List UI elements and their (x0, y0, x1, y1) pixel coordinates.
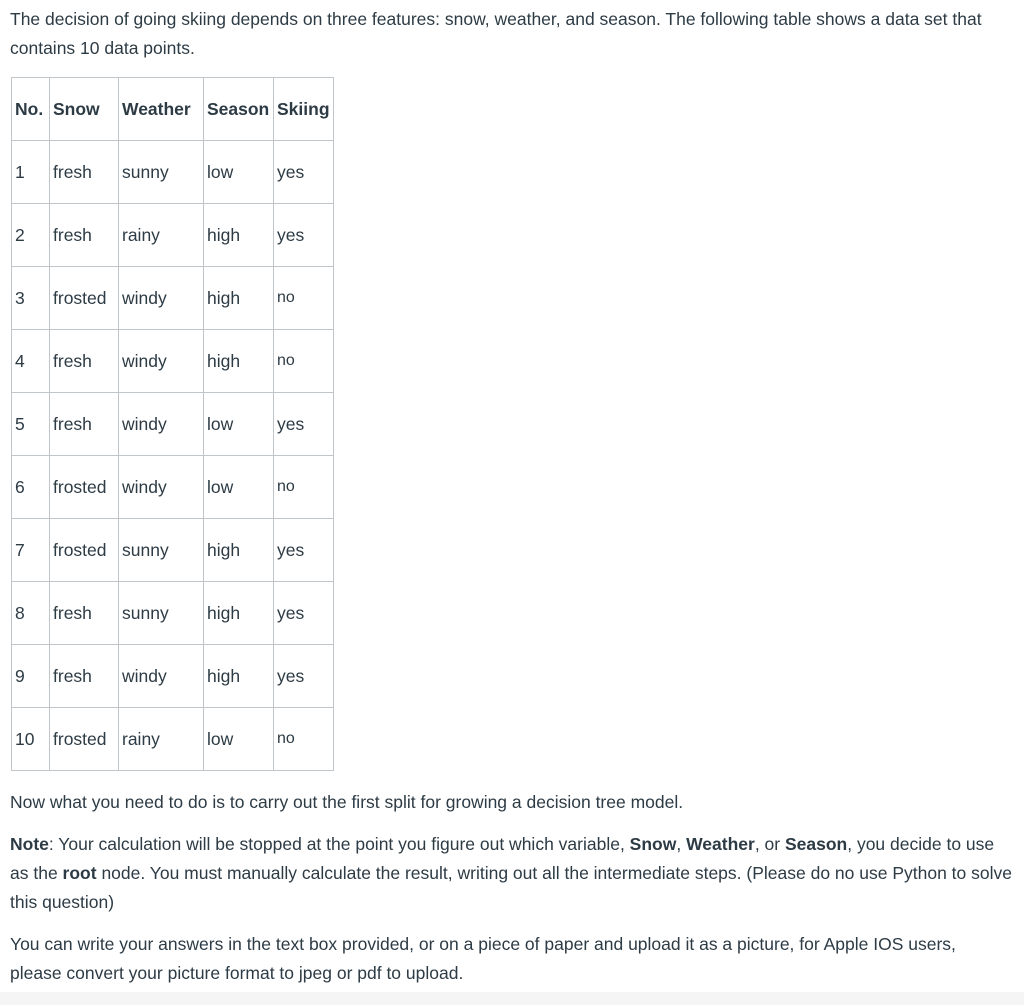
cell-weather: windy (119, 330, 204, 393)
note-weather: Weather (686, 834, 755, 854)
cell-season: high (204, 204, 274, 267)
cell-weather: windy (119, 393, 204, 456)
header-skiing: Skiing (274, 78, 334, 141)
cell-weather: sunny (119, 582, 204, 645)
cell-weather: rainy (119, 708, 204, 771)
table-row (12, 645, 334, 708)
note-season: Season (784, 834, 848, 854)
cell-weather: windy (119, 456, 204, 519)
header-no: No. (12, 78, 50, 141)
cell-snow: fresh (50, 393, 119, 456)
cell-season: high (204, 582, 274, 645)
note-text-2: , you decide to use as the (10, 834, 995, 883)
task-paragraph: Now what you need to do is to carry out the first split for growing a decision tree model. (10, 792, 684, 812)
cell-snow: fresh (50, 141, 119, 204)
cell-season: low (204, 456, 274, 519)
cell-season: low (204, 393, 274, 456)
note-or: , or (754, 834, 785, 854)
cell-season: high (204, 330, 274, 393)
cell-weather: rainy (119, 204, 204, 267)
table-row (12, 456, 334, 519)
table-row (12, 708, 334, 771)
cell-skiing: no (274, 456, 334, 519)
table-header-row (12, 78, 334, 141)
cell-season: high (204, 519, 274, 582)
table-row (12, 519, 334, 582)
header-season: Season (204, 78, 274, 141)
cell-season: low (204, 141, 274, 204)
header-weather: Weather (119, 78, 204, 141)
cell-season: high (204, 645, 274, 708)
note-paragraph (10, 830, 1014, 917)
cell-snow: fresh (50, 204, 119, 267)
cell-snow: fresh (50, 330, 119, 393)
cell-snow: frosted (50, 708, 119, 771)
cell-skiing: no (274, 708, 334, 771)
note-root: root (62, 863, 97, 883)
cell-snow: frosted (50, 267, 119, 330)
table-row (12, 204, 334, 267)
cell-skiing: no (274, 267, 334, 330)
note-label: Note (10, 834, 49, 854)
cell-no: 3 (12, 267, 50, 330)
header-snow: Snow (50, 78, 119, 141)
cell-season: high (204, 267, 274, 330)
cell-no: 9 (12, 645, 50, 708)
cell-no: 10 (12, 708, 50, 771)
note-text-3: node. You must manually calculate the result, writing out all the intermediate steps. (Please do no use Python to solve this question) (10, 863, 1012, 912)
cell-snow: frosted (50, 456, 119, 519)
cell-no: 8 (12, 582, 50, 645)
cell-weather: sunny (119, 141, 204, 204)
cell-skiing: yes (274, 645, 334, 708)
table-row (12, 393, 334, 456)
table-row (12, 141, 334, 204)
cell-no: 7 (12, 519, 50, 582)
cell-skiing: yes (274, 141, 334, 204)
cell-no: 5 (12, 393, 50, 456)
table-row (12, 267, 334, 330)
cell-skiing: yes (274, 582, 334, 645)
cell-snow: frosted (50, 519, 119, 582)
cell-weather: windy (119, 267, 204, 330)
note-snow: Snow (629, 834, 677, 854)
cell-no: 1 (12, 141, 50, 204)
cell-season: low (204, 708, 274, 771)
answer-instructions: You can write your answers in the text box provided, or on a piece of paper and upload it as a picture, for Apple IOS users, please convert your picture format to jpeg or pdf to upload. (10, 934, 956, 983)
cell-no: 6 (12, 456, 50, 519)
bottom-bar (0, 992, 1024, 1005)
cell-snow: fresh (50, 582, 119, 645)
cell-weather: sunny (119, 519, 204, 582)
cell-snow: fresh (50, 645, 119, 708)
cell-weather: windy (119, 645, 204, 708)
cell-skiing: no (274, 330, 334, 393)
table-row (12, 330, 334, 393)
note-comma: , (676, 834, 687, 854)
cell-no: 2 (12, 204, 50, 267)
cell-skiing: yes (274, 204, 334, 267)
intro-paragraph: The decision of going skiing depends on three features: snow, weather, and season. The following table shows a data set that contains 10 data points. (10, 9, 982, 58)
cell-skiing: yes (274, 393, 334, 456)
cell-no: 4 (12, 330, 50, 393)
ski-data-table (11, 77, 334, 771)
note-text-1: : Your calculation will be stopped at the point you figure out which variable, (48, 834, 630, 854)
table-row (12, 582, 334, 645)
cell-skiing: yes (274, 519, 334, 582)
